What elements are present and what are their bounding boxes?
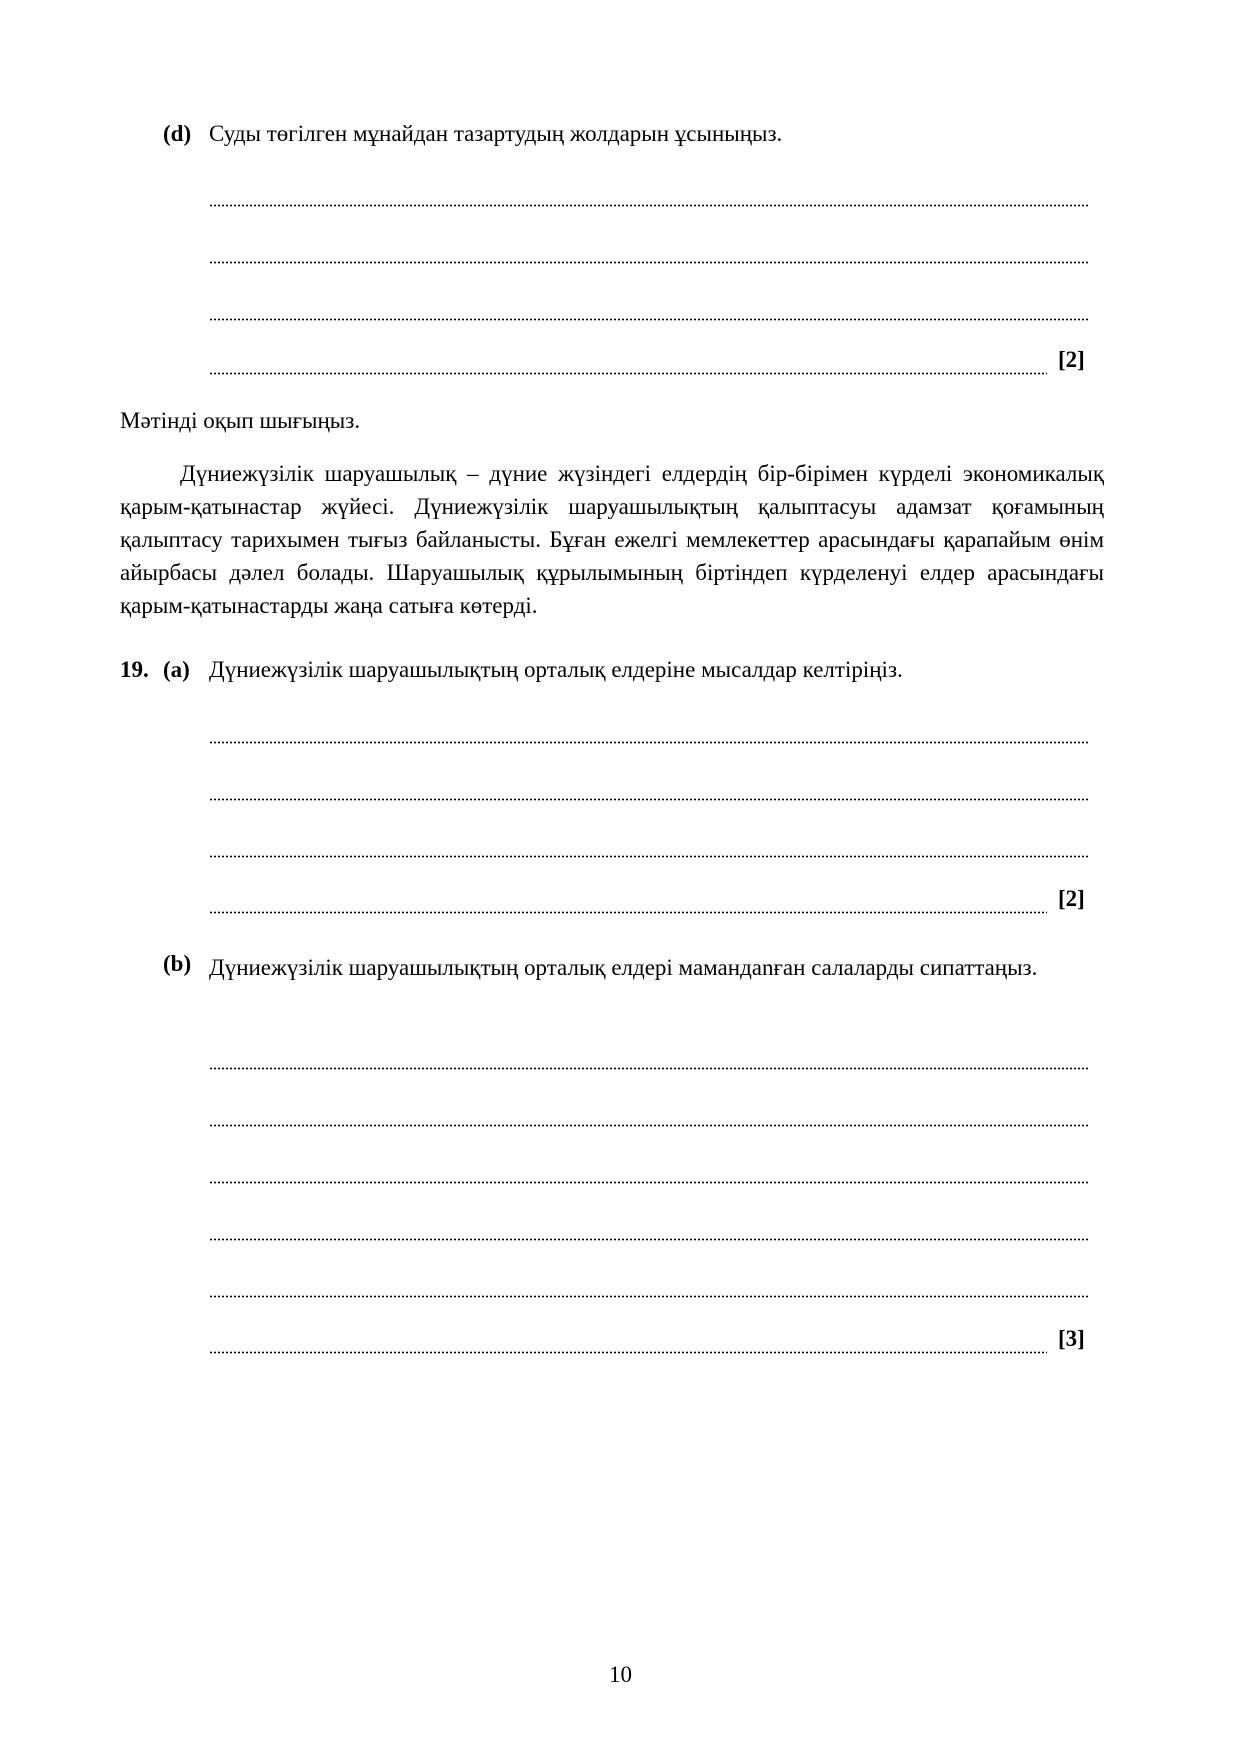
q18d-answer-line-3[interactable]: [209, 318, 1089, 321]
q19b-label: (b): [163, 951, 192, 976]
q19a-answer-line-3[interactable]: [209, 855, 1089, 858]
q18d-marks: [2]: [1058, 347, 1085, 372]
q19b-answer-line-4[interactable]: [209, 1238, 1089, 1241]
q19b-answer-line-3[interactable]: [209, 1181, 1089, 1184]
q18d-question-text: Суды төгілген мұнайдан тазартудың жолдарын ұсыныңыз.: [209, 121, 783, 146]
q19b-answer-line-1[interactable]: [209, 1067, 1089, 1070]
q18d-answer-line-2[interactable]: [209, 261, 1089, 264]
q19b-question-text: Дүниежүзілік шаруашылықтың орталық елдері мамандanған салаларды сипаттаңыз.: [209, 955, 1038, 980]
q19a-question-text: Дүниежүзілік шаруашылықтың орталық елдеріне мысалдар келтіріңіз.: [209, 657, 903, 682]
q19a-answer-line-2[interactable]: [209, 798, 1089, 801]
q18d-label: (d): [163, 121, 192, 146]
q19b-answer-line-6[interactable]: [209, 1351, 1047, 1354]
q19a-answer-line-1[interactable]: [209, 741, 1089, 744]
q18d-answer-line-1[interactable]: [209, 204, 1089, 207]
q19b-answer-line-2[interactable]: [209, 1124, 1089, 1127]
q19b-marks: [3]: [1058, 1326, 1085, 1351]
q19a-marks: [2]: [1058, 886, 1085, 911]
q19a-label: (a): [163, 657, 190, 682]
page-number: 10: [609, 1662, 632, 1687]
reading-passage: Дүниежүзілік шаруашылық – дүние жүзіндегі елдердің бір-бірімен күрделі экономикалық қарым-қатынастар жүйесі. Дүниежүзілік шаруашылықтың қалыптасуы адамзат қоғамының қалыптасу тарихымен тығыз байланысты. Бұған ежелгі мемлекеттер арасындағы қарапайым өнім айырбасы дәлел болады. Шаруашылық құрылымының біртіндеп күрделенуі елдер арасындағы қарым-қатынастарды жаңа сатыға көтерді.: [120, 461, 1104, 618]
q19a-answer-line-4[interactable]: [209, 911, 1047, 914]
q18d-answer-line-4[interactable]: [209, 372, 1047, 375]
q19b-answer-line-5[interactable]: [209, 1295, 1089, 1298]
reading-instruction: Мәтінді оқып шығыңыз.: [120, 408, 361, 433]
q19-number: 19.: [120, 657, 149, 682]
